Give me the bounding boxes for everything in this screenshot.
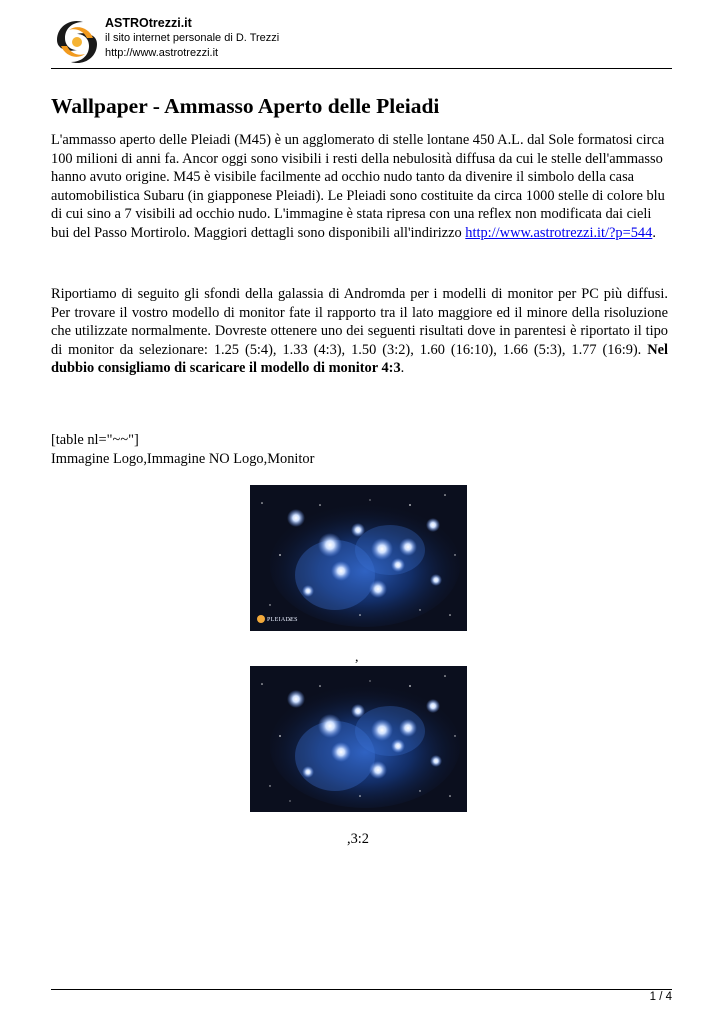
monitor-end: .	[400, 360, 405, 376]
page-number: 1 / 4	[649, 991, 672, 1003]
table-shortcode-tag: [table nl="~~"]	[51, 432, 139, 448]
pleiades-photo	[250, 666, 467, 812]
footer-divider	[51, 989, 672, 990]
header-divider	[51, 68, 672, 69]
pleiades-image-no-logo[interactable]	[250, 666, 467, 812]
page-title: Wallpaper - Ammasso Aperto delle Pleiadi	[51, 94, 440, 118]
site-tagline: il sito internet personale di D. Trezzi	[105, 32, 280, 44]
watermark-icon	[257, 615, 265, 623]
intro-text: L'ammasso aperto delle Pleiadi (M45) è un agglomerato di stelle lontane 450 A.L. dal Sole formatosi circa 100 milioni di anni fa. Ancor oggi sono visibili i resti della nebulosità diffusa da cui le stelle dell'ammasso hanno avuto origine. M45 è visibile facilmente ad occhio nudo tanto da divenire il simbolo della casa automobilistica Subaru (in giapponese Pleiadi). Le Pleiadi sono costituite da circa 1000 stelle di colore blu di cui sino a 7 visibili ad occhio nudo. L'immagine è stata ripresa con una reflex non modificata dai cieli bui del Passo Mortirolo. Maggiori dettagli sono disponibili all'indirizzo	[51, 132, 665, 241]
table-column-headers: Immagine Logo,Immagine NO Logo,Monitor	[51, 450, 315, 467]
pleiades-photo	[250, 485, 467, 631]
monitor-paragraph	[51, 285, 668, 378]
image-watermark: PLEIADES	[267, 617, 298, 623]
image-separator: ,	[355, 650, 359, 665]
article-link[interactable]: http://www.astrotrezzi.it/?p=544	[465, 224, 653, 241]
intro-paragraph	[51, 131, 668, 242]
table-shortcode	[51, 431, 314, 468]
recommendation-text: Nel dubbio consigliamo di scaricare il modello di monitor 4:3	[51, 341, 668, 376]
site-url[interactable]: http://www.astrotrezzi.it	[105, 47, 219, 59]
intro-end: .	[652, 224, 656, 241]
monitor-ratio-label: ,3:2	[347, 831, 369, 847]
site-name: ASTROtrezzi.it	[105, 16, 192, 30]
monitor-text: Riportiamo di seguito gli sfondi della galassia di Andromda per i modelli di monitor per PC più diffusi. Per trovare il vostro modello di monitor fate il rapporto tra il lato maggiore ed il minore della risoluzione che utilizzate normalmente. Dovreste ottenere uno dei seguenti risultati dove in parentesi è riportato il tipo di monitor da selezionare: 1.25 (5:4), 1.33 (4:3), 1.50 (3:2), 1.60 (16:10), 1.66 (5:3), 1.77 (16:9).	[51, 286, 668, 358]
astrotrezzi-logo[interactable]	[51, 16, 103, 68]
pleiades-image-logo[interactable]	[250, 485, 467, 631]
site-header	[51, 14, 672, 68]
site-info	[105, 16, 279, 61]
